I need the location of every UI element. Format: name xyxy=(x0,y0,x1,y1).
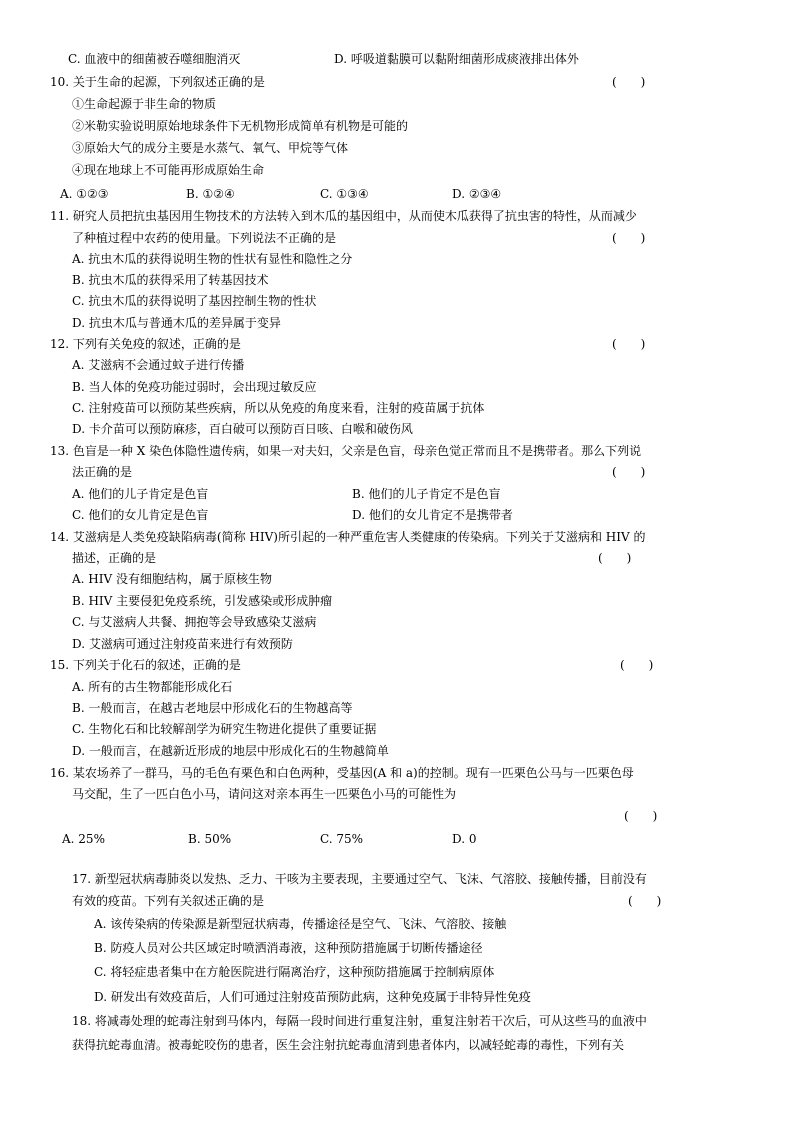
q16-option-c: C. 75% xyxy=(320,832,364,846)
q14-stem-cont: 描述，正确的是 xyxy=(72,551,157,565)
q10-statement: ③原始大气的成分主要是水蒸气、氧气、甲烷等气体 xyxy=(72,141,349,155)
q16-stem-cont: 马交配，生了一匹白色小马，请问这对亲本再生一匹栗色小马的可能性为 xyxy=(72,787,457,801)
q16-option-b: B. 50% xyxy=(188,832,232,846)
q13-stem-cont: 法正确的是 xyxy=(72,465,133,479)
q12-answer-paren: ( ) xyxy=(612,337,646,351)
q16-stem: 16. 某农场养了一群马，马的毛色有栗色和白色两种，受基因(A 和 a)的控制。现有一匹栗色公马与一匹栗色母 xyxy=(50,766,634,780)
q10-statement: ④现在地球上不可能再形成原始生命 xyxy=(72,163,265,177)
q14-option-b: B. HIV 主要侵犯免疫系统，引发感染或形成肿瘤 xyxy=(72,594,333,608)
q10-option-b: B. ①②④ xyxy=(186,187,235,201)
prev-option-d: D. 呼吸道黏膜可以黏附细菌形成痰液排出体外 xyxy=(334,52,579,66)
q12-option-d: D. 卡介苗可以预防麻疹，百白破可以预防百日咳、白喉和破伤风 xyxy=(72,422,413,436)
q11-option-c: C. 抗虫木瓜的获得说明了基因控制生物的性状 xyxy=(72,294,317,308)
q11-stem-cont: 了种植过程中农药的使用量。下列说法不正确的是 xyxy=(72,231,337,245)
q14-option-d: D. 艾滋病可通过注射疫苗来进行有效预防 xyxy=(72,637,293,651)
q13-option-c: C. 他们的女儿肯定是色盲 xyxy=(72,508,209,522)
q10-statement: ②米勒实验说明原始地球条件下无机物形成简单有机物是可能的 xyxy=(72,119,409,133)
q17-option-c: C. 将轻症患者集中在方舱医院进行隔离治疗，这种预防措施属于控制病原体 xyxy=(94,965,495,979)
q16-option-a: A. 25% xyxy=(62,832,105,846)
q12-option-a: A. 艾滋病不会通过蚊子进行传播 xyxy=(72,358,245,372)
q11-option-a: A. 抗虫木瓜的获得说明生物的性状有显性和隐性之分 xyxy=(72,252,353,266)
q13-option-d: D. 他们的女儿肯定不是携带者 xyxy=(352,508,513,522)
q11-answer-paren: ( ) xyxy=(612,231,646,245)
q17-stem: 17. 新型冠状病毒肺炎以发热、乏力、干咳为主要表现，主要通过空气、飞沫、气溶胶、接触传播，目前没有 xyxy=(72,872,647,886)
q15-option-d: D. 一般而言，在越新近形成的地层中形成化石的生物越简单 xyxy=(72,744,389,758)
q14-option-a: A. HIV 没有细胞结构，属于原核生物 xyxy=(72,572,272,586)
q12-option-b: B. 当人体的免疫功能过弱时，会出现过敏反应 xyxy=(72,380,317,394)
q13-option-b: B. 他们的儿子肯定不是色盲 xyxy=(352,487,501,501)
q15-answer-paren: ( ) xyxy=(620,658,654,672)
q14-answer-paren: ( ) xyxy=(598,551,632,565)
q10-answer-paren: ( ) xyxy=(612,75,646,89)
q17-option-b: B. 防疫人员对公共区域定时喷洒消毒液，这种预防措施属于切断传播途径 xyxy=(94,941,483,955)
q16-answer-paren: ( ) xyxy=(624,809,658,823)
q10-option-d: D. ②③④ xyxy=(452,187,502,201)
q10-statement: ①生命起源于非生命的物质 xyxy=(72,97,217,111)
q15-option-c: C. 生物化石和比较解剖学为研究生物进化提供了重要证据 xyxy=(72,722,377,736)
q14-option-c: C. 与艾滋病人共餐、拥抱等会导致感染艾滋病 xyxy=(72,615,317,629)
q10-option-c: C. ①③④ xyxy=(320,187,369,201)
q13-option-a: A. 他们的儿子肯定是色盲 xyxy=(72,487,209,501)
q15-option-a: A. 所有的古生物都能形成化石 xyxy=(72,680,233,694)
q11-option-b: B. 抗虫木瓜的获得采用了转基因技术 xyxy=(72,273,269,287)
q15-option-b: B. 一般而言，在越古老地层中形成化石的生物越高等 xyxy=(72,701,353,715)
q17-answer-paren: ( ) xyxy=(628,894,662,908)
q12-option-c: C. 注射疫苗可以预防某些疾病，所以从免疫的角度来看，注射的疫苗属于抗体 xyxy=(72,401,485,415)
q18-stem-cont: 获得抗蛇毒血清。被毒蛇咬伤的患者，医生会注射抗蛇毒血清到患者体内，以减轻蛇毒的毒性，下列有关 xyxy=(72,1038,625,1052)
q13-answer-paren: ( ) xyxy=(612,465,646,479)
q13-stem: 13. 色盲是一种 X 染色体隐性遗传病，如果一对夫妇，父亲是色盲，母亲色觉正常而且不是携带者。那么下列说 xyxy=(50,444,642,458)
q17-stem-cont: 有效的疫苗。下列有关叙述正确的是 xyxy=(72,894,265,908)
q10-option-a: A. ①②③ xyxy=(60,187,109,201)
q17-option-d: D. 研发出有效疫苗后，人们可通过注射疫苗预防此病，这种免疫属于非特异性免疫 xyxy=(94,990,531,1004)
q15-stem: 15. 下列关于化石的叙述，正确的是 xyxy=(50,658,241,672)
q11-stem: 11. 研究人员把抗虫基因用生物技术的方法转入到木瓜的基因组中，从而使木瓜获得了抗虫害的特性，从而减少 xyxy=(50,209,637,223)
q18-stem: 18. 将减毒处理的蛇毒注射到马体内，每隔一段时间进行重复注射，重复注射若干次后，可从这些马的血液中 xyxy=(72,1014,647,1028)
q14-stem: 14. 艾滋病是人类免疫缺陷病毒(简称 HIV)所引起的一种严重危害人类健康的传染病。下列关于艾滋病和 HIV 的 xyxy=(50,530,646,544)
q11-option-d: D. 抗虫木瓜与普通木瓜的差异属于变异 xyxy=(72,316,281,330)
q17-option-a: A. 该传染病的传染源是新型冠状病毒，传播途径是空气、飞沫、气溶胶、接触 xyxy=(94,917,507,931)
q10-stem: 10. 关于生命的起源，下列叙述正确的是 xyxy=(50,75,265,89)
q16-option-d: D. 0 xyxy=(452,832,477,846)
prev-option-c: C. 血液中的细菌被吞噬细胞消灭 xyxy=(68,52,241,66)
q12-stem: 12. 下列有关免疫的叙述，正确的是 xyxy=(50,337,241,351)
